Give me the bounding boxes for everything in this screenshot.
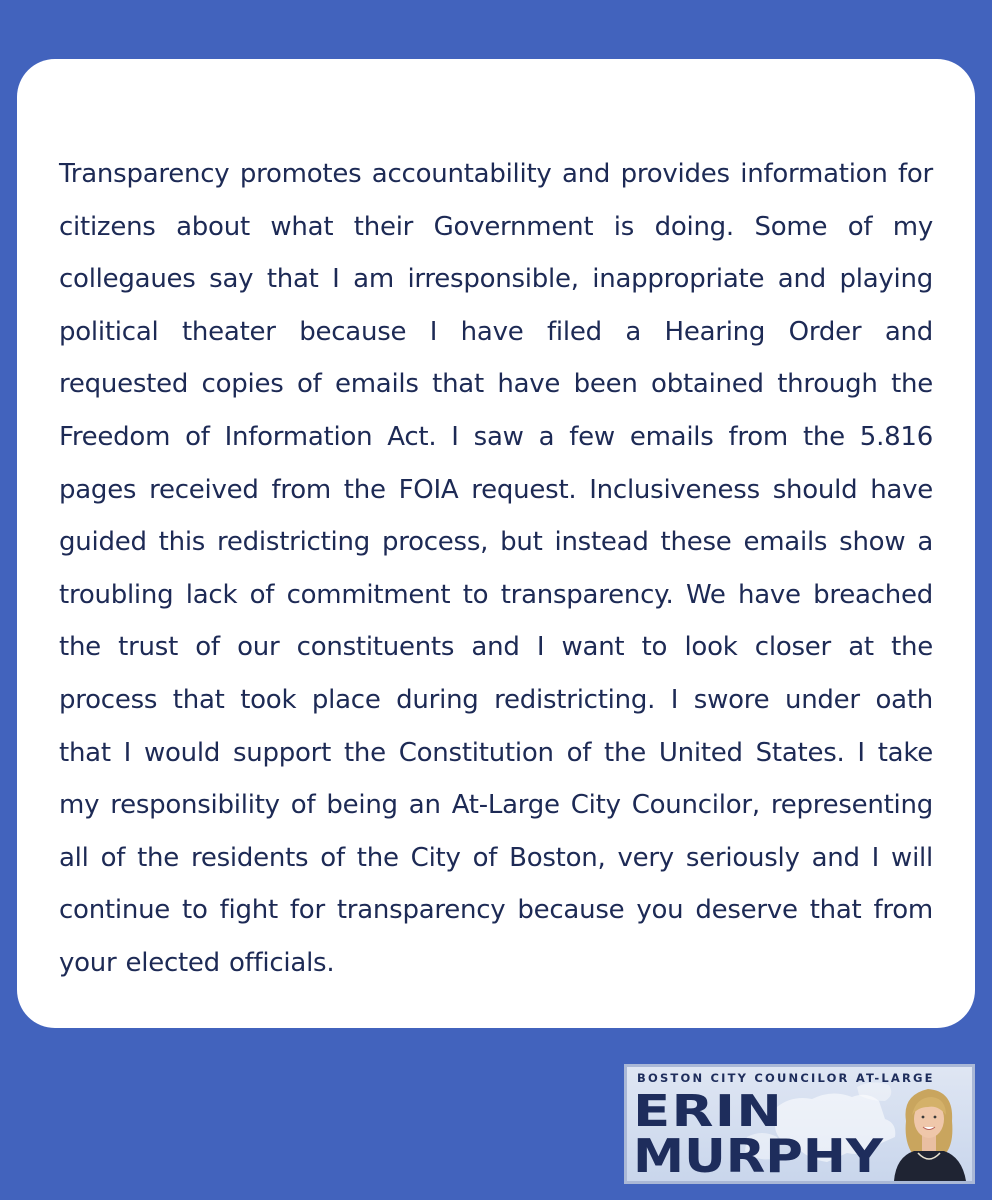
logo-first-name: ERIN: [633, 1086, 784, 1137]
logo-caption: BOSTON CITY COUNCILOR AT-LARGE: [637, 1071, 935, 1085]
statement-text: Transparency promotes accountability and provides information for citizens about what their Government is doing. Some of my collegaues say that I am irresponsible, inappropriate and playing political theater because I have filed a Hearing Order and requested copies of emails that have been obtained through the Freedom of Information Act. I saw a few emails from the 5.816 pages received from the FOIA request. Inclusiveness should have guided this redistricting process, but instead these emails show a troubling lack of commitment to transparency. We have breached the trust of our constituents and I want to look closer at the process that took place during redistricting. I swore under oath that I would support the Constitution of the United States. I take my responsibility of being an At-Large City Councilor, representing all of the residents of the City of Boston, very seriously and I will continue to fight for transparency because you deserve that from your elected officials.: [59, 159, 933, 978]
campaign-logo: [624, 1064, 975, 1184]
candidate-portrait: [888, 1081, 970, 1181]
logo-last-name: MURPHY: [633, 1129, 884, 1183]
statement-card: [17, 59, 975, 1028]
